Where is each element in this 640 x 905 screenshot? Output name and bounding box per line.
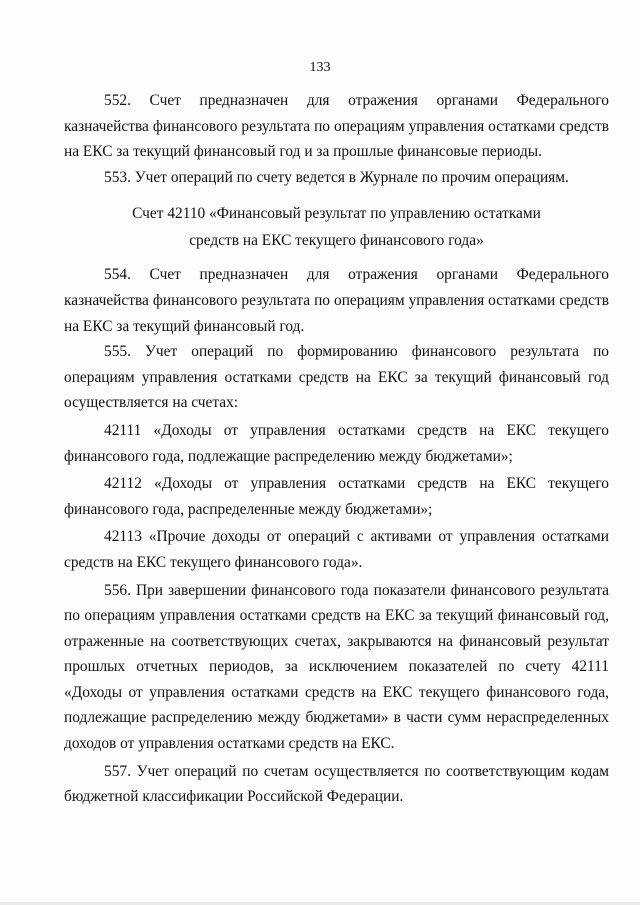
document-body xyxy=(64,88,609,810)
paragraph-553: 553. Учет операций по счету ведется в Журнале по прочим операциям. xyxy=(104,168,569,186)
page-number: 133 xyxy=(309,60,331,75)
paragraph-557: 557. Учет операций по счетам осуществляется по соответствующим кодам бюджетной классификации Российской Федерации. xyxy=(64,762,609,806)
account-42113: 42113 «Прочие доходы от операций с активами от управления остатками средств на ЕКС текущего финансового года». xyxy=(64,528,609,571)
paragraph-556: 556. При завершении финансового года показатели финансового результата по операциям управления остатками средств на ЕКС за текущий финансовый год, отраженные на соответствующих счетах, закрываются на финансовый результат прошлых отчетных периодов, за исключением показателей по счету 42111 «Доходы от управления остатками средств на ЕКС текущего финансового года, подлежащие распределению между бюджетами» в части сумм нераспределенных доходов от управления остатками средств на ЕКС. xyxy=(64,581,609,753)
account-42111: 42111 «Доходы от управления остатками средств на ЕКС текущего финансового года, подлежащие распределению между бюджетами»; xyxy=(64,421,609,465)
section-heading-line-1: Счет 42110 «Финансовый результат по управлению остатками xyxy=(132,205,541,223)
paragraph-555: 555. Учет операций по формированию финансового результата по операциям управления остатками средств на ЕКС за текущий финансовый год осуществляется на счетах: xyxy=(64,343,609,412)
section-heading xyxy=(64,200,609,254)
account-42112: 42112 «Доходы от управления остатками средств на ЕКС текущего финансового года, распределенные между бюджетами»; xyxy=(64,475,609,518)
section-heading-line-2: средств на ЕКС текущего финансового года» xyxy=(189,232,484,250)
paragraph-554: 554. Счет предназначен для отражения органами Федерального казначейства финансового результата по операциям управления остатками средств на ЕКС за текущий финансовый год. xyxy=(64,266,609,335)
paragraph-552: 552. Счет предназначен для отражения органами Федерального казначейства финансового результата по операциям управления остатками средств на ЕКС за текущий финансовый год и за прошлые финансовые периоды. xyxy=(64,92,609,161)
